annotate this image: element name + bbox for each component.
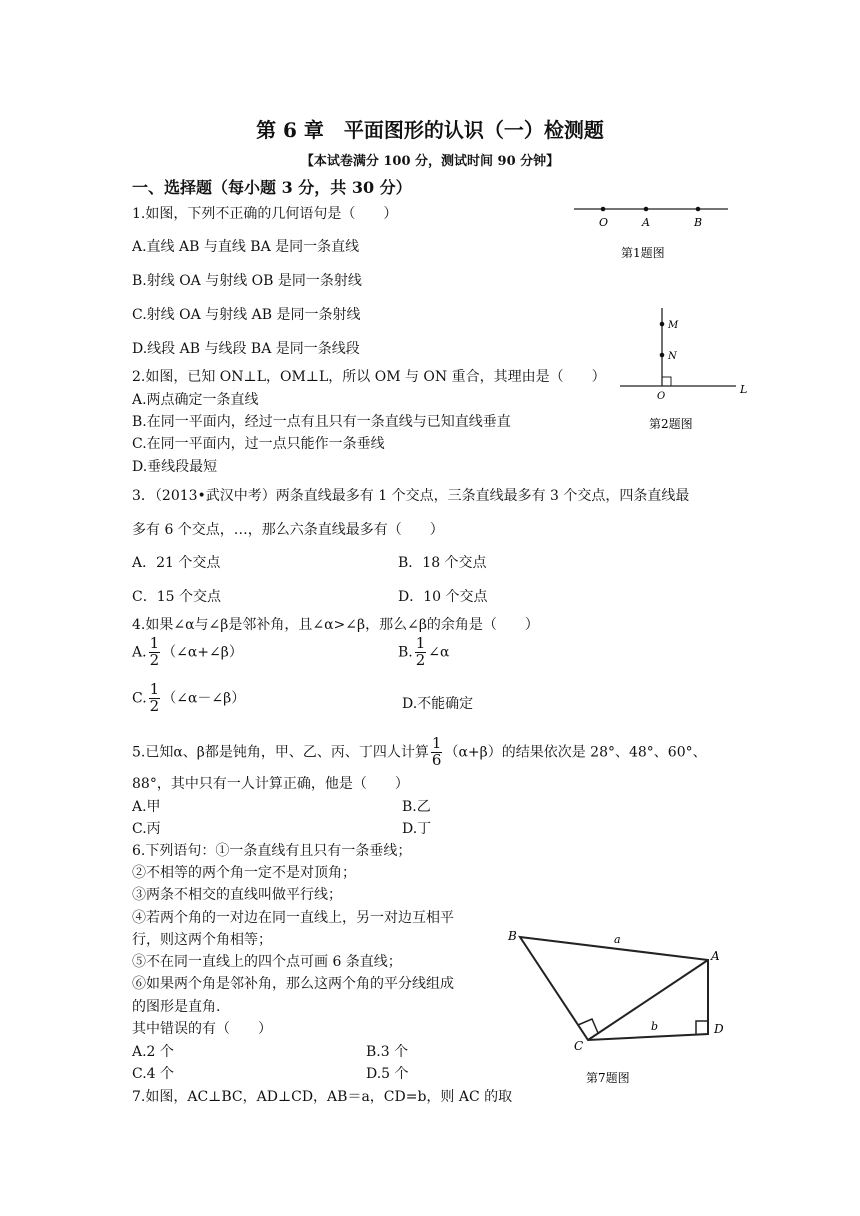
q1-option-b: B.射线 OA 与射线 OB 是同一条射线 xyxy=(132,273,362,289)
point-c-label: C xyxy=(574,1039,584,1053)
q6-option-a: A.2 个 xyxy=(132,1044,174,1060)
q1-option-a: A.直线 AB 与直线 BA 是同一条直线 xyxy=(132,239,360,255)
fraction-denominator: 2 xyxy=(149,696,160,715)
side-b-label: b xyxy=(651,1020,659,1033)
q5-option-c: C.丙 xyxy=(132,821,161,837)
q3-stem-line2: 多有 6 个交点，…，那么六条直线最多有（ ） xyxy=(132,522,444,538)
q5-option-d: D.丁 xyxy=(402,821,432,837)
q4-option-d: D.不能确定 xyxy=(402,696,474,712)
q6-statement-2: ②不相等的两个角一定不是对顶角； xyxy=(132,865,356,881)
q7-figure xyxy=(500,922,740,1092)
q5-stem-line1 xyxy=(132,736,707,769)
q6-question: 其中错误的有（ ） xyxy=(132,1021,272,1037)
point-a-label: A xyxy=(711,949,720,963)
q4-option-c-text: （∠α－∠β） xyxy=(162,690,246,707)
q5-stem-line2: 88°，其中只有一人计算正确，他是（ ） xyxy=(132,776,409,792)
section-heading: 一、选择题（每小题 3 分，共 30 分） xyxy=(132,178,412,197)
q3-stem-line1: 3．（2013•武汉中考）两条直线最多有 1 个交点，三条直线最多有 3 个交点，四条直线最 xyxy=(132,488,690,504)
q4-option-a xyxy=(132,636,243,669)
q6-statement-3: ③两条不相交的直线叫做平行线； xyxy=(132,887,342,903)
fraction-denominator: 6 xyxy=(431,750,442,769)
q6-statement-6-cont: 的图形是直角. xyxy=(132,999,221,1015)
q2-figure xyxy=(612,302,757,437)
page-title: 第 6 章 平面图形的认识（一）检测题 xyxy=(256,118,604,142)
q1-option-d: D.线段 AB 与线段 BA 是同一条线段 xyxy=(132,341,360,357)
q6-statement-6: ⑥如果两个角是邻补角，那么这两个角的平分线组成 xyxy=(132,976,454,992)
q6-statement-4-cont: 行，则这两个角相等； xyxy=(132,932,272,948)
fraction-numerator: 1 xyxy=(415,634,426,652)
q2-option-b: B.在同一平面内，经过一点有且只有一条直线与已知直线垂直 xyxy=(132,414,511,430)
q3-option-d: D．10 个交点 xyxy=(398,589,488,605)
line-l-label: L xyxy=(740,383,748,396)
point-a-label: A xyxy=(642,216,650,229)
point-m-label: M xyxy=(668,320,679,331)
q4-option-c-fraction xyxy=(149,682,161,715)
q5-stem-post: （α+β）的结果依次是 28°、48°、60°、 xyxy=(444,744,707,761)
fraction-denominator: 2 xyxy=(415,650,426,669)
q4-option-b-letter: B. xyxy=(398,644,413,661)
q7-stem: 7.如图，AC⊥BC，AD⊥CD，AB＝a，CD=b，则 AC 的取 xyxy=(132,1089,513,1105)
fraction-denominator: 2 xyxy=(149,650,160,669)
exam-info: 【本试卷满分 100 分，测试时间 90 分钟】 xyxy=(300,154,560,169)
q5-stem-pre: 5.已知α、β都是钝角，甲、乙、丙、丁四人计算 xyxy=(132,744,429,761)
q6-statement-5: ⑤不在同一直线上的四个点可画 6 条直线； xyxy=(132,954,402,970)
q2-stem: 2.如图，已知 ON⊥L，OM⊥L，所以 OM 与 ON 重合，其理由是（ ） xyxy=(132,369,606,385)
q1-figure-caption: 第1题图 xyxy=(621,246,665,260)
q2-option-a: A.两点确定一条直线 xyxy=(132,392,259,408)
q6-option-c: C.4 个 xyxy=(132,1066,175,1082)
q2-figure-caption: 第2题图 xyxy=(649,417,693,431)
q4-option-c-letter: C. xyxy=(132,690,147,707)
q5-option-b: B.乙 xyxy=(402,799,431,815)
point-b-label: B xyxy=(694,216,703,229)
q4-option-b-text: ∠α xyxy=(428,644,450,661)
q4-option-c xyxy=(132,682,245,715)
point-b-label: B xyxy=(508,929,517,943)
q4-option-a-letter: A. xyxy=(132,644,147,661)
q4-stem: 4.如果∠α与∠β是邻补角，且∠α>∠β，那么∠β的余角是（ ） xyxy=(132,617,539,633)
q6-option-d: D.5 个 xyxy=(366,1066,409,1082)
fraction-numerator: 1 xyxy=(149,634,160,652)
q6-option-b: B.3 个 xyxy=(366,1044,409,1060)
q5-fraction xyxy=(431,736,443,769)
side-a-label: a xyxy=(614,933,621,946)
q1-stem: 1.如图，下列不正确的几何语句是（ ） xyxy=(132,206,398,222)
q3-option-c: C．15 个交点 xyxy=(132,589,221,605)
q5-option-a: A.甲 xyxy=(132,799,161,815)
q4-option-a-fraction xyxy=(149,636,161,669)
point-o-label: O xyxy=(657,391,666,402)
q4-option-a-text: （∠α+∠β） xyxy=(162,644,243,661)
q3-option-a: A．21 个交点 xyxy=(132,555,221,571)
q6-statement-4: ④若两个角的一对边在同一直线上，另一对边互相平 xyxy=(132,910,454,926)
q3-option-b: B．18 个交点 xyxy=(398,555,487,571)
q2-option-c: C.在同一平面内，过一点只能作一条垂线 xyxy=(132,436,385,452)
fraction-numerator: 1 xyxy=(431,734,442,752)
q1-option-c: C.射线 OA 与射线 AB 是同一条射线 xyxy=(132,307,361,323)
q1-figure xyxy=(570,198,735,268)
point-d-label: D xyxy=(714,1022,724,1036)
q4-option-b-fraction xyxy=(415,636,427,669)
fraction-numerator: 1 xyxy=(149,680,160,698)
q6-stem: 6.下列语句：①一条直线有且只有一条垂线； xyxy=(132,843,412,859)
point-n-label: N xyxy=(668,351,677,362)
q2-option-d: D.垂线段最短 xyxy=(132,459,218,475)
q7-figure-caption: 第7题图 xyxy=(586,1071,630,1085)
point-o-label: O xyxy=(599,216,609,229)
q4-option-b xyxy=(398,636,449,669)
